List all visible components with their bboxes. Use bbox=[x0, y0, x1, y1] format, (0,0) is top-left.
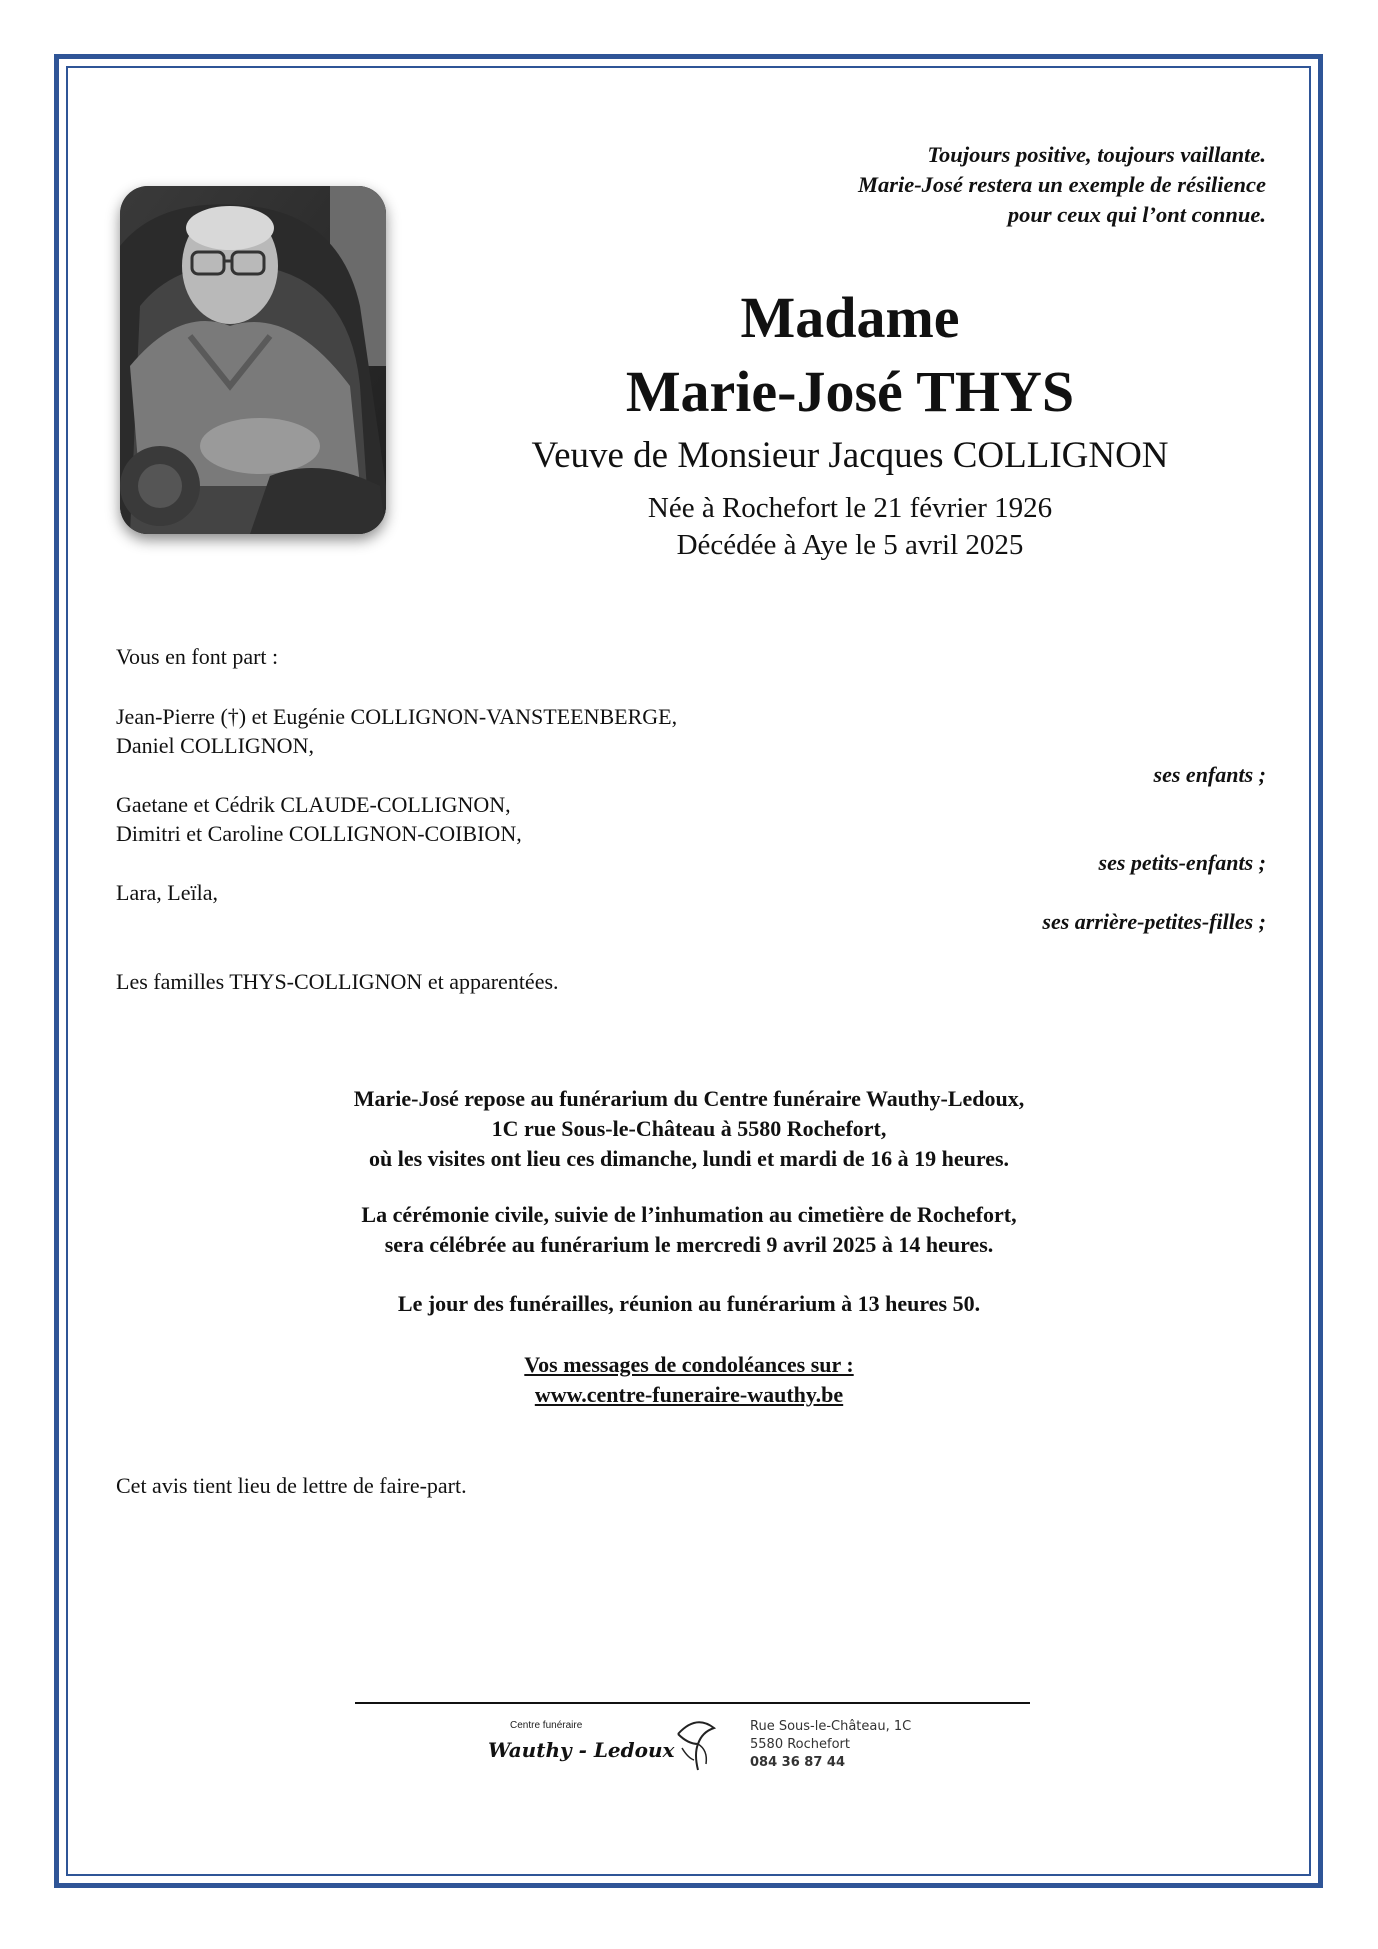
footer-address bbox=[750, 1718, 911, 1772]
great-grandchildren-list bbox=[116, 878, 218, 907]
death-line: Décédée à Aye le 5 avril 2025 bbox=[676, 529, 1024, 561]
condolences-label: Vos messages de condoléances sur : bbox=[524, 1352, 854, 1377]
info-line: où les visites ont lieu ces dimanche, lundi et mardi de 16 à 19 heures. bbox=[368, 1146, 1010, 1171]
widow-line: Veuve de Monsieur Jacques COLLIGNON bbox=[531, 435, 1169, 476]
info-line: Marie-José repose au funérarium du Centre funéraire Wauthy-Ledoux, bbox=[353, 1086, 1025, 1111]
dates-block bbox=[470, 490, 1230, 564]
birth-line: Née à Rochefort le 21 février 1926 bbox=[647, 492, 1053, 524]
footer-divider bbox=[355, 1702, 1030, 1704]
grandchildren-label: ses petits-enfants ; bbox=[1098, 850, 1266, 875]
quote-line: Marie-José restera un exemple de résilience bbox=[857, 172, 1266, 197]
ceremony-info bbox=[189, 1200, 1189, 1260]
phone-line: 084 36 87 44 bbox=[750, 1755, 845, 1770]
condolences-info bbox=[189, 1350, 1189, 1410]
info-line: 1C rue Sous-le-Château à 5580 Rochefort, bbox=[491, 1116, 887, 1141]
deceased-name: Marie-José THYS bbox=[625, 359, 1075, 424]
closing-line: Cet avis tient lieu de lettre de faire-part. bbox=[116, 1473, 467, 1498]
great-grandchildren-label: ses arrière-petites-filles ; bbox=[1042, 909, 1266, 934]
family-line: Gaetane et Cédrik CLAUDE-COLLIGNON, bbox=[116, 792, 511, 817]
quote-line: pour ceux qui l’ont connue. bbox=[1007, 202, 1266, 227]
funeral-home-footer bbox=[480, 1708, 920, 1778]
title-madame: Madame bbox=[740, 285, 960, 350]
family-line: Daniel COLLIGNON, bbox=[116, 733, 314, 758]
children-list bbox=[116, 702, 677, 760]
repose-info bbox=[189, 1084, 1189, 1174]
grandchildren-list bbox=[116, 790, 522, 848]
logo-main-text: Wauthy - Ledoux bbox=[488, 1738, 675, 1762]
family-line: Lara, Leïla, bbox=[116, 880, 218, 905]
info-line: sera célébrée au funérarium le mercredi 9 avril 2025 à 14 heures. bbox=[384, 1232, 994, 1257]
quote-line: Toujours positive, toujours vaillante. bbox=[927, 142, 1266, 167]
address-line: Rue Sous-le-Château, 1C bbox=[750, 1719, 912, 1734]
epitaph-quote bbox=[706, 140, 1266, 230]
announce-line: Vous en font part : bbox=[116, 644, 279, 669]
info-line: La cérémonie civile, suivie de l’inhumation au cimetière de Rochefort, bbox=[361, 1202, 1017, 1227]
children-label: ses enfants ; bbox=[1153, 762, 1266, 787]
meeting-info: Le jour des funérailles, réunion au funérarium à 13 heures 50. bbox=[397, 1291, 981, 1316]
family-line: Jean-Pierre (†) et Eugénie COLLIGNON-VANSTEENBERGE, bbox=[116, 704, 678, 729]
condolences-link[interactable]: www.centre-funeraire-wauthy.be bbox=[534, 1382, 844, 1407]
calla-lily-icon bbox=[668, 1714, 724, 1779]
families-line: Les familles THYS-COLLIGNON et apparentées. bbox=[116, 969, 559, 994]
family-line: Dimitri et Caroline COLLIGNON-COIBION, bbox=[116, 821, 522, 846]
portrait-photo bbox=[120, 186, 386, 534]
address-line: 5580 Rochefort bbox=[750, 1737, 850, 1752]
logo-small-text: Centre funéraire bbox=[510, 1720, 583, 1731]
